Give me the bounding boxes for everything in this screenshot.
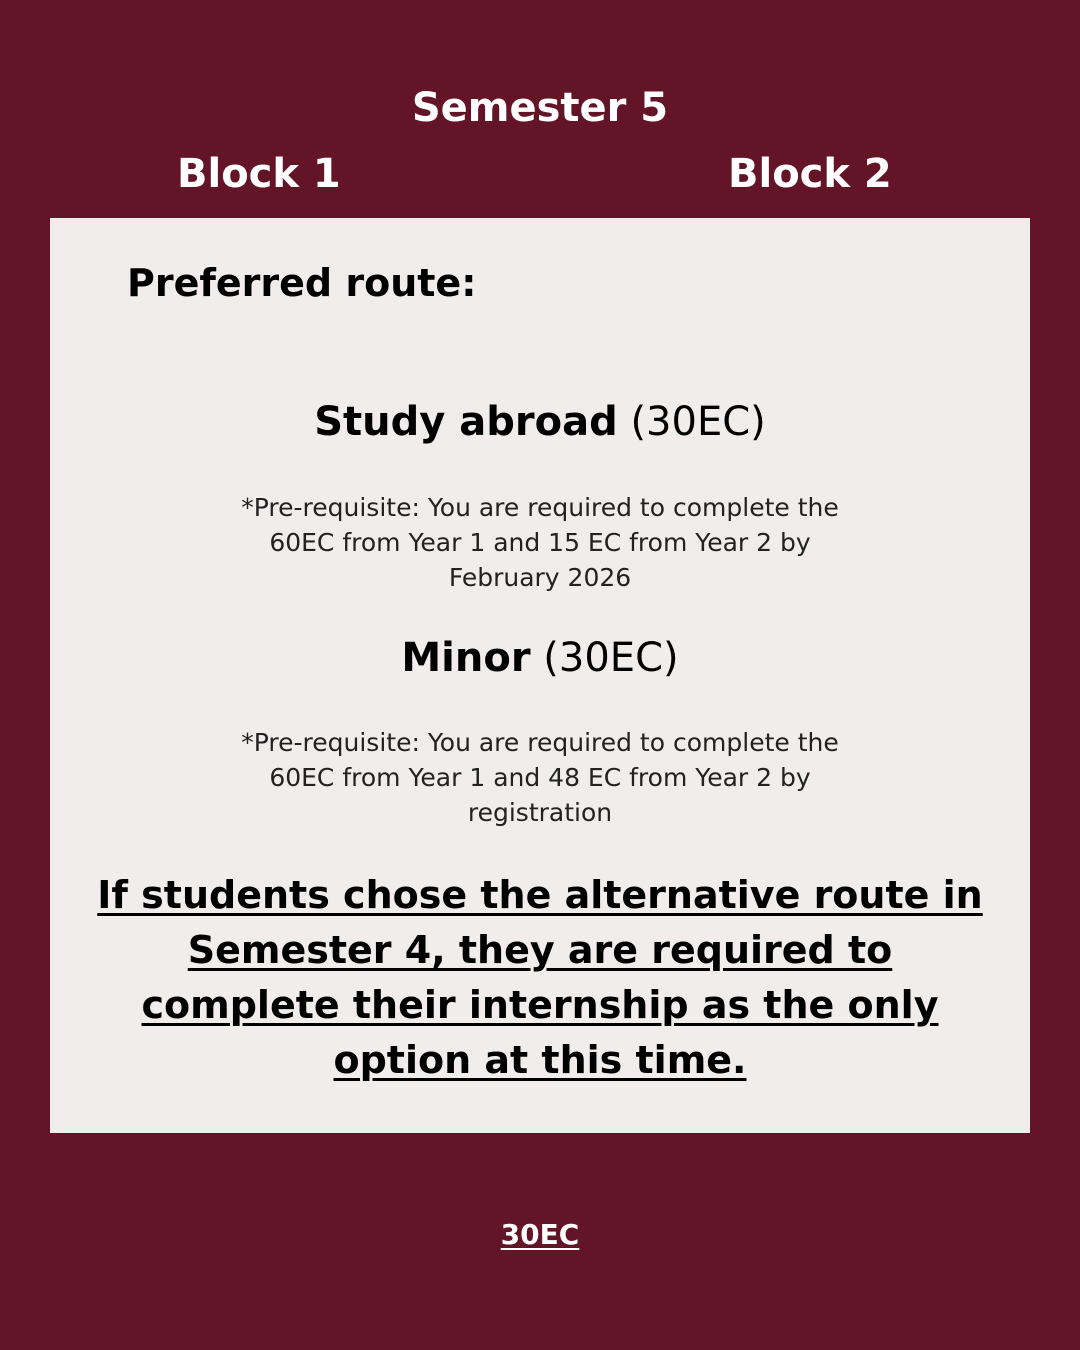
preferred-route-heading: Preferred route: (127, 261, 477, 305)
minor-prerequisite: *Pre-requisite: You are required to complete the 60EC from Year 1 and 48 EC from Year 2 by registration (241, 728, 839, 827)
study-abroad-credits: (30EC) (630, 399, 766, 445)
footer-credits: 30EC (500, 1218, 580, 1251)
block-2-label: Block 2 (728, 151, 892, 197)
study-abroad-prerequisite: *Pre-requisite: You are required to complete the 60EC from Year 1 and 15 EC from Year 2 by February 2026 (241, 493, 839, 592)
block-1-label: Block 1 (177, 151, 341, 197)
route-panel (50, 218, 1030, 1133)
study-abroad-title (50, 396, 1030, 448)
minor-title (50, 632, 1030, 684)
alternative-route-notice: If students chose the alternative route in Semester 4, they are required to complete their internship as the only option at this time. (97, 873, 983, 1082)
minor-name: Minor (401, 635, 531, 681)
study-abroad-name: Study abroad (314, 399, 618, 445)
minor-credits: (30EC) (543, 635, 679, 681)
semester-title: Semester 5 (411, 85, 669, 131)
